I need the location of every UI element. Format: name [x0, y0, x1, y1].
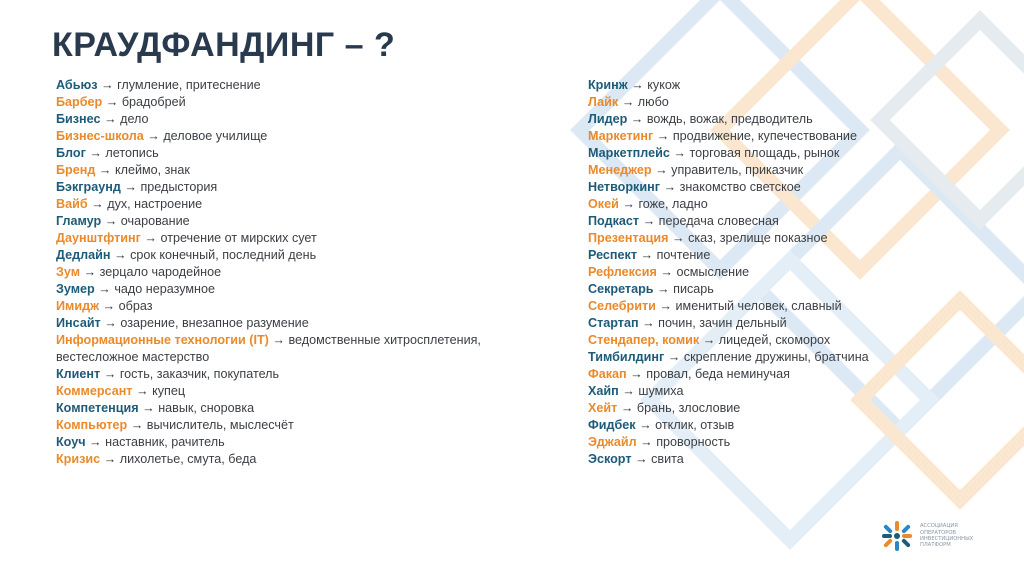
association-logo — [880, 519, 973, 553]
glossary-term: Селебрити — [588, 299, 656, 313]
logo-caption-line: ИНВЕСТИЦИОННЫХ — [920, 536, 974, 542]
arrow-icon: → — [630, 367, 643, 381]
arrow-icon: → — [147, 129, 160, 143]
glossary-definition: почин, зачин дельный — [658, 316, 787, 330]
glossary-definition: чадо неразумное — [114, 282, 215, 296]
glossary-term: Хейт — [588, 401, 618, 415]
page-title: КРАУДФАНДИНГ – ? — [52, 26, 396, 64]
logo-caption-line: ПЛАТФОРМ — [920, 542, 951, 549]
glossary-definition: скрепление дружины, братчина — [683, 350, 869, 364]
glossary-entry — [56, 349, 526, 366]
glossary-term: Имидж — [56, 299, 100, 313]
glossary-entry — [56, 332, 526, 349]
glossary-entry — [588, 179, 908, 196]
arrow-icon: → — [622, 384, 635, 398]
glossary-term: Компетенция — [56, 401, 139, 415]
glossary-definition: осмысление — [676, 265, 750, 279]
glossary-definition: деловое училище — [163, 129, 268, 143]
arrow-icon: → — [630, 112, 644, 126]
glossary-term: Блог — [56, 146, 86, 160]
glossary-entry — [56, 298, 526, 315]
glossary-entry — [588, 417, 908, 434]
arrow-icon: → — [635, 452, 648, 466]
glossary-term: Кризис — [56, 452, 101, 466]
arrow-icon: → — [642, 214, 656, 228]
glossary-term: Компьютер — [56, 418, 128, 432]
glossary-entry — [56, 315, 526, 332]
arrow-icon: → — [124, 180, 137, 194]
glossary-term: Зумер — [56, 282, 95, 296]
glossary-definition: ведомственные хитросплетения, — [288, 333, 481, 347]
glossary-term: Тимбилдинг — [588, 350, 665, 364]
arrow-icon: → — [98, 163, 112, 177]
arrow-icon: → — [620, 401, 634, 415]
glossary-term: Респект — [588, 248, 638, 262]
arrow-icon: → — [660, 265, 673, 279]
glossary-term: Гламур — [56, 214, 102, 228]
logo-caption-line: ОПЕРАТОРОВ — [920, 529, 956, 536]
glossary-definition: свита — [651, 452, 684, 466]
glossary-term: Нетворкинг — [588, 180, 660, 194]
glossary-entry — [588, 264, 908, 281]
glossary-definition: гость, заказчик, покупатель — [119, 367, 280, 381]
arrow-icon: → — [89, 435, 102, 449]
glossary-definition: зерцало чародейное — [99, 265, 222, 279]
glossary-term: Презентация — [588, 231, 669, 245]
glossary-entry — [56, 162, 526, 179]
glossary-term: Эскорт — [588, 452, 632, 466]
glossary-definition: предыстория — [140, 180, 218, 194]
arrow-icon: → — [91, 197, 104, 211]
flower-logo-icon — [880, 519, 914, 553]
glossary-definition: отречение от мирских сует — [160, 231, 317, 245]
arrow-icon: → — [272, 333, 285, 347]
glossary-term: Дедлайн — [56, 248, 111, 262]
glossary-entry — [588, 196, 908, 213]
arrow-icon: → — [622, 197, 635, 211]
arrow-icon: → — [657, 282, 670, 296]
arrow-icon: → — [655, 163, 668, 177]
glossary-definition: лихолетье, смута, беда — [119, 452, 257, 466]
glossary-definition: управитель, приказчик — [671, 163, 804, 177]
glossary-entry — [588, 298, 908, 315]
glossary-term: Менеджер — [588, 163, 652, 177]
glossary-term: Лидер — [588, 112, 628, 126]
glossary-entry — [56, 264, 526, 281]
glossary-entry — [588, 451, 908, 468]
arrow-icon: → — [639, 418, 652, 432]
glossary-definition: дух, настроение — [107, 197, 203, 211]
glossary-definition: проворность — [656, 435, 731, 449]
glossary-entry — [56, 417, 526, 434]
glossary-term: Секретарь — [588, 282, 654, 296]
glossary-entry — [56, 128, 526, 145]
glossary-definition: вычислитель, мыслесчёт — [146, 418, 294, 432]
glossary-definition: очарование — [120, 214, 190, 228]
arrow-icon: → — [640, 248, 654, 262]
glossary-right-column — [588, 77, 908, 468]
glossary-entry — [56, 77, 526, 94]
glossary-definition: провал, беда неминучая — [646, 367, 790, 381]
glossary-definition: образ — [118, 299, 153, 313]
arrow-icon: → — [135, 384, 149, 398]
logo-caption — [920, 523, 973, 549]
glossary-entry — [56, 230, 526, 247]
arrow-icon: → — [104, 112, 117, 126]
glossary-entry — [588, 349, 908, 366]
arrow-icon: → — [102, 299, 116, 313]
arrow-icon: → — [642, 316, 655, 330]
arrow-icon: → — [105, 95, 119, 109]
glossary-term: Бэкграунд — [56, 180, 121, 194]
glossary-definition: любо — [637, 95, 669, 109]
glossary-definition: гоже, ладно — [638, 197, 708, 211]
glossary-term: Инсайт — [56, 316, 101, 330]
arrow-icon: → — [113, 248, 127, 262]
glossary-entry — [588, 94, 908, 111]
arrow-icon: → — [621, 95, 635, 109]
glossary-term: Хайп — [588, 384, 619, 398]
glossary-entry — [588, 383, 908, 400]
arrow-icon: → — [673, 146, 686, 160]
glossary-definition: срок конечный, последний день — [130, 248, 317, 262]
glossary-left-column — [56, 77, 526, 468]
glossary-definition: клеймо, знак — [114, 163, 190, 177]
glossary-entry — [56, 111, 526, 128]
glossary-entry — [56, 281, 526, 298]
glossary-entry — [588, 400, 908, 417]
glossary-term: Подкаст — [588, 214, 640, 228]
glossary-term: Бизнес-школа — [56, 129, 144, 143]
glossary-entry — [588, 145, 908, 162]
glossary-entry — [56, 451, 526, 468]
glossary-term: Коуч — [56, 435, 86, 449]
glossary-definition: передача словесная — [658, 214, 779, 228]
glossary-term: Лайк — [588, 95, 619, 109]
glossary-definition: именитый человек, славный — [675, 299, 842, 313]
glossary-definition: шумиха — [638, 384, 684, 398]
glossary-term: Клиент — [56, 367, 101, 381]
glossary-term: Барбер — [56, 95, 103, 109]
glossary-term: Коммерсант — [56, 384, 133, 398]
glossary-definition: лицедей, скоморох — [718, 333, 831, 347]
glossary-term: Стартап — [588, 316, 639, 330]
glossary-definition: продвижение, купечествование — [672, 129, 857, 143]
glossary-entry — [56, 94, 526, 111]
glossary-term: Абьюз — [56, 78, 98, 92]
glossary-entry — [56, 145, 526, 162]
glossary-term: Бизнес — [56, 112, 101, 126]
glossary-definition: брань, злословие — [636, 401, 741, 415]
glossary-entry — [56, 213, 526, 230]
glossary-entry — [56, 434, 526, 451]
arrow-icon: → — [89, 146, 102, 160]
glossary-entry — [588, 162, 908, 179]
logo-caption-line: АССОЦИАЦИЯ — [920, 523, 958, 530]
glossary-definition: озарение, внезапное разумение — [120, 316, 309, 330]
glossary-entry — [588, 434, 908, 451]
glossary-definition: вождь, вожак, предводитель — [646, 112, 813, 126]
arrow-icon: → — [142, 401, 155, 415]
arrow-icon: → — [103, 452, 117, 466]
glossary-definition: купец — [152, 384, 186, 398]
arrow-icon: → — [144, 231, 157, 245]
glossary-definition: писарь — [673, 282, 714, 296]
arrow-icon: → — [671, 231, 685, 245]
glossary-definition: брадобрей — [121, 95, 186, 109]
arrow-icon: → — [663, 180, 677, 194]
glossary-entry — [56, 179, 526, 196]
glossary-term: Зум — [56, 265, 81, 279]
glossary-definition: торговая площадь, рынок — [689, 146, 840, 160]
glossary-term: Вайб — [56, 197, 88, 211]
glossary-term: Бренд — [56, 163, 96, 177]
glossary-definition: дело — [120, 112, 149, 126]
arrow-icon: → — [656, 129, 670, 143]
glossary-entry — [56, 196, 526, 213]
glossary-entry — [588, 281, 908, 298]
glossary-entry — [56, 400, 526, 417]
arrow-icon: → — [83, 265, 97, 279]
glossary-entry — [56, 366, 526, 383]
glossary-definition: почтение — [656, 248, 711, 262]
glossary-entry — [56, 247, 526, 264]
glossary-term: Стендапер, комик — [588, 333, 700, 347]
glossary-definition: навык, сноровка — [158, 401, 255, 415]
arrow-icon: → — [104, 316, 117, 330]
glossary-entry — [588, 247, 908, 264]
glossary-entry — [588, 315, 908, 332]
glossary-definition: летопись — [105, 146, 159, 160]
glossary-term: Маркетплейс — [588, 146, 670, 160]
glossary-term: Информационные технологии (IT) — [56, 333, 269, 347]
glossary-term: Рефлексия — [588, 265, 657, 279]
glossary-entry — [588, 111, 908, 128]
arrow-icon: → — [702, 333, 716, 347]
glossary-term: Кринж — [588, 78, 628, 92]
glossary-definition: отклик, отзыв — [655, 418, 735, 432]
glossary-definition: вестесложное мастерство — [56, 350, 210, 364]
glossary-definition: знакомство светское — [679, 180, 801, 194]
glossary-entry — [588, 77, 908, 94]
glossary-entry — [588, 332, 908, 349]
glossary-definition: глумление, притеснение — [117, 78, 261, 92]
arrow-icon: → — [631, 78, 644, 92]
glossary-entry — [588, 213, 908, 230]
arrow-icon: → — [98, 282, 111, 296]
glossary-definition: сказ, зрелище показное — [688, 231, 828, 245]
glossary-entry — [588, 128, 908, 145]
glossary-entry — [588, 230, 908, 247]
arrow-icon: → — [103, 367, 117, 381]
glossary-entry — [588, 366, 908, 383]
glossary-entry — [56, 383, 526, 400]
glossary-term: Даунштфтинг — [56, 231, 141, 245]
glossary-definition: кукож — [647, 78, 681, 92]
arrow-icon: → — [100, 78, 114, 92]
glossary-term: Фидбек — [588, 418, 636, 432]
arrow-icon: → — [640, 435, 653, 449]
glossary-term: Маркетинг — [588, 129, 654, 143]
glossary-definition: наставник, рачитель — [105, 435, 225, 449]
arrow-icon: → — [130, 418, 144, 432]
glossary-term: Факап — [588, 367, 627, 381]
glossary-term: Эджайл — [588, 435, 637, 449]
arrow-icon: → — [667, 350, 681, 364]
arrow-icon: → — [659, 299, 672, 313]
glossary-term: Окей — [588, 197, 619, 211]
arrow-icon: → — [104, 214, 118, 228]
